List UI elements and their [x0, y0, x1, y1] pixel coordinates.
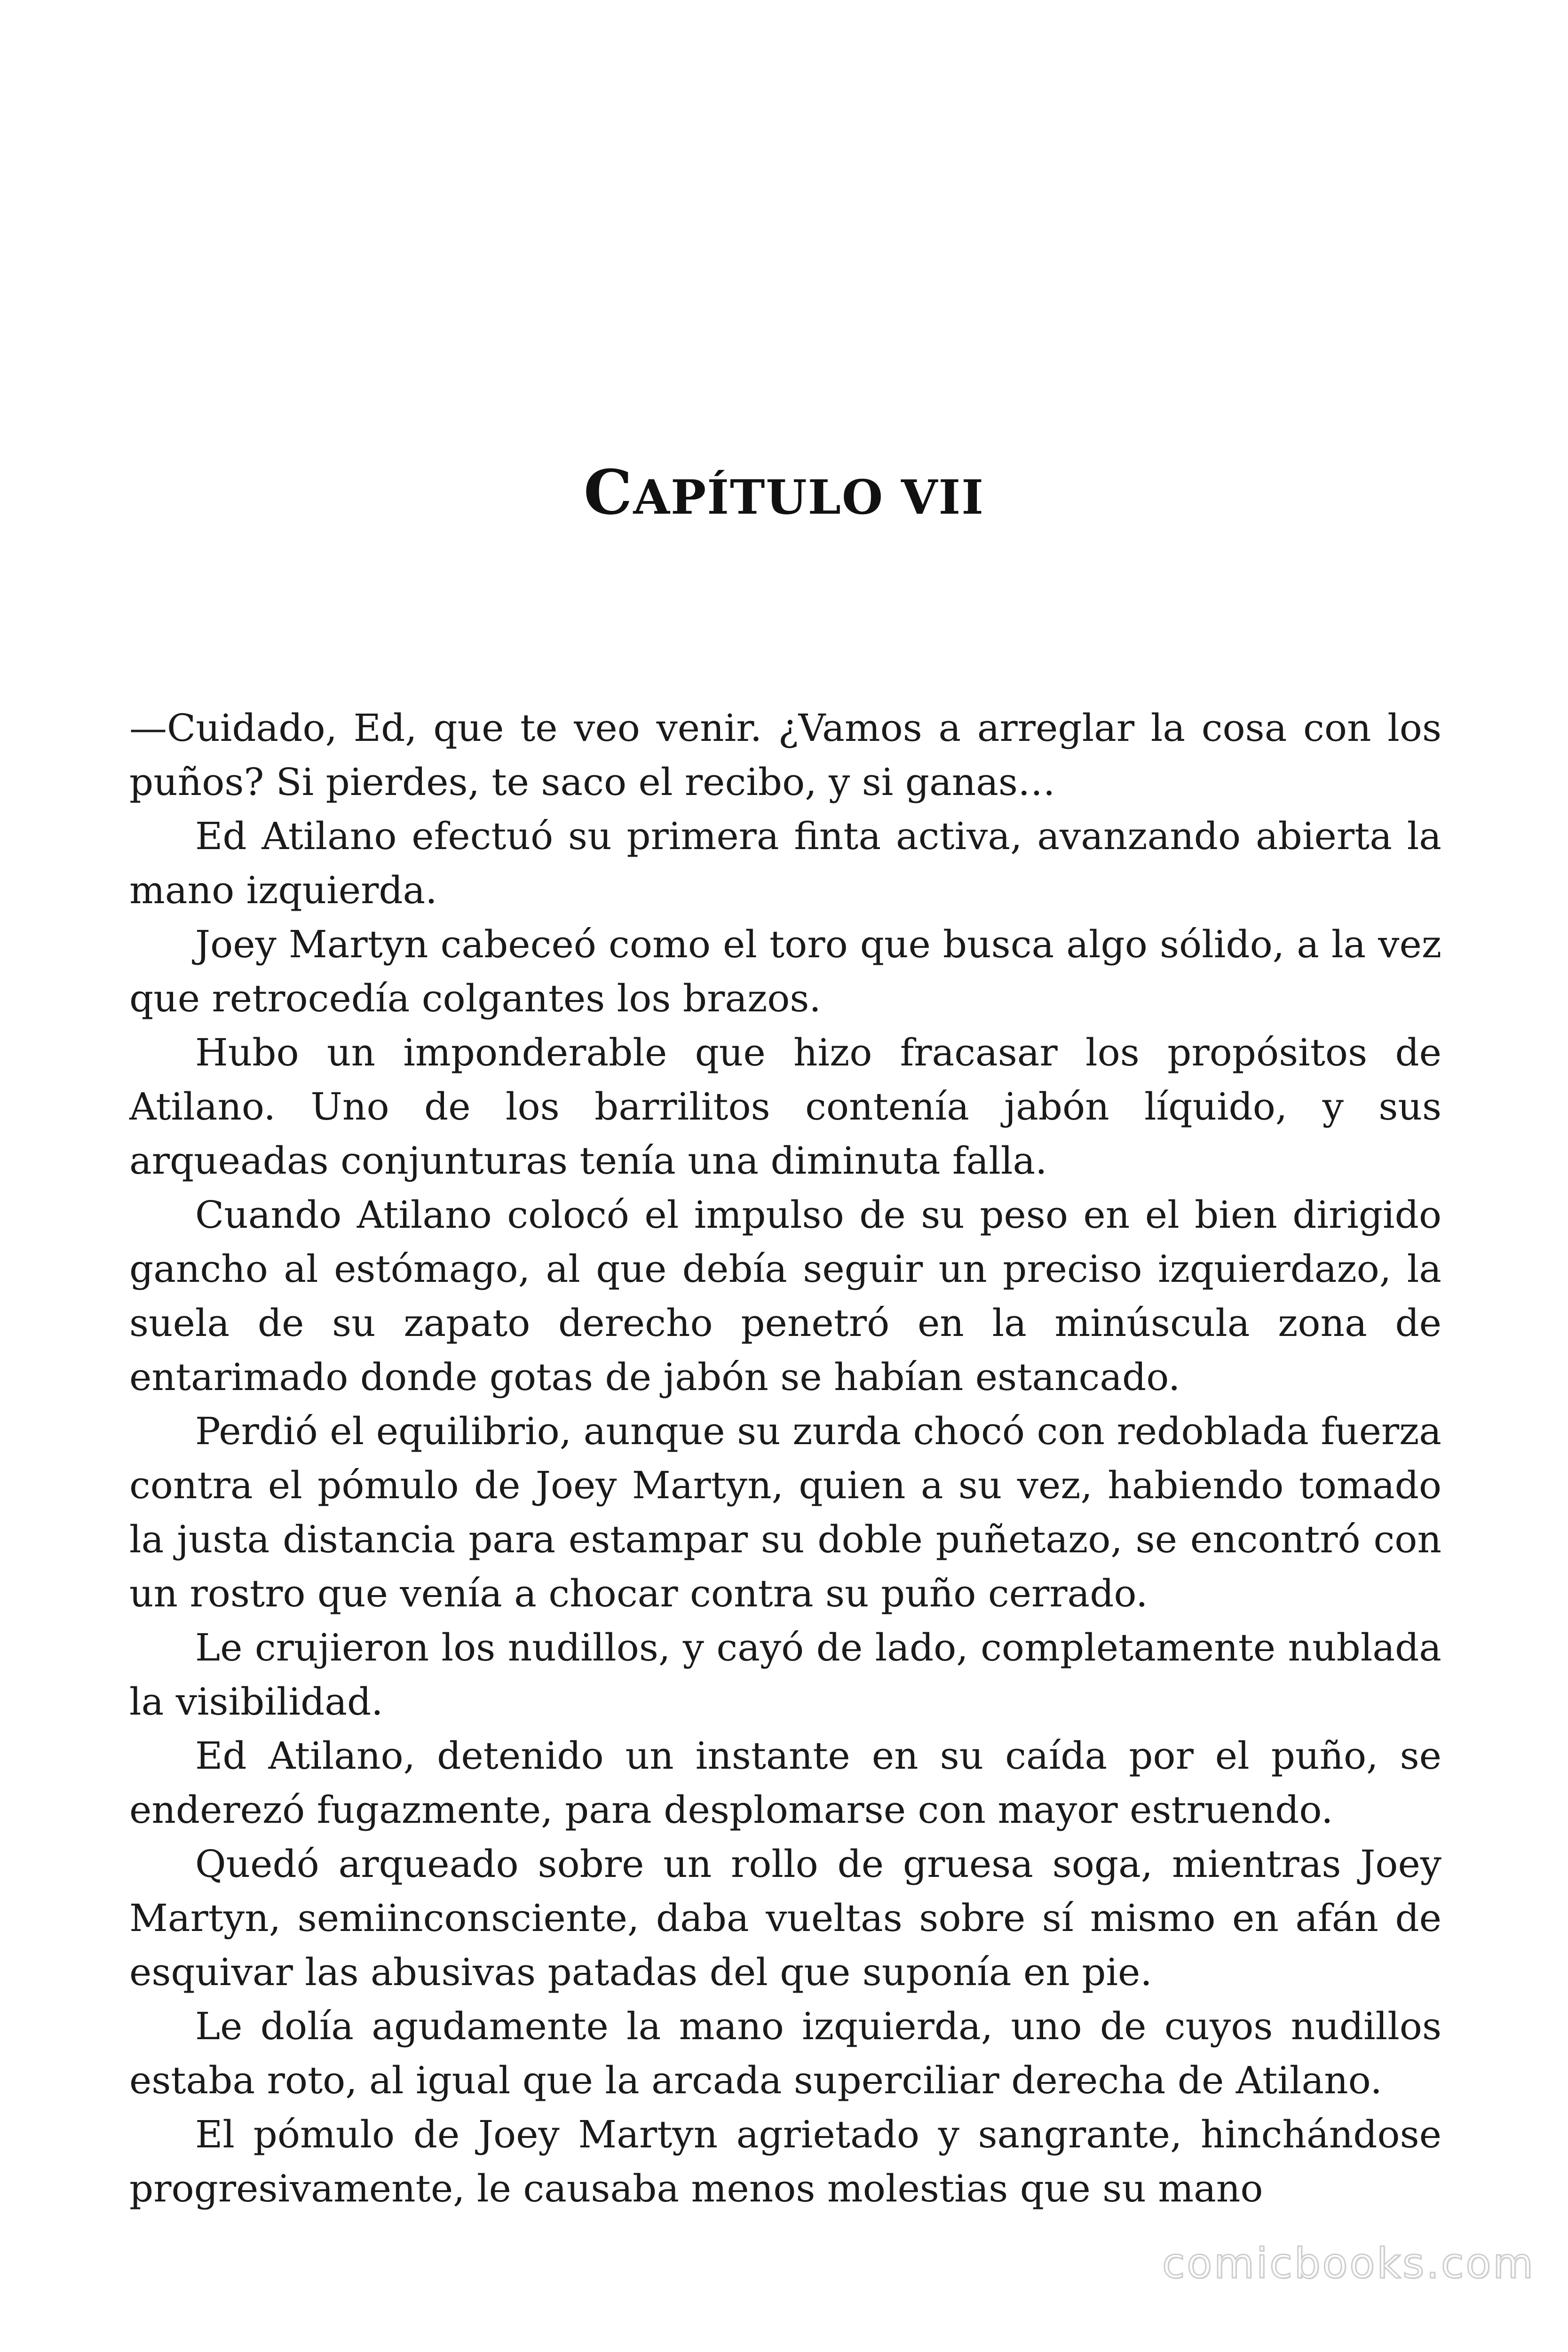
chapter-title-initial: C — [583, 456, 634, 528]
paragraph: Ed Atilano, detenido un instante en su caída por el puño, se enderezó fugazmente, para desplomarse con mayor estruendo. — [129, 1734, 1441, 1832]
paragraph: —Cuidado, Ed, que te veo venir. ¿Vamos a arreglar la cosa con los puños? Si pierdes, te saco el recibo, y si ganas… — [129, 706, 1441, 804]
chapter-body — [129, 701, 1441, 2216]
paragraph: Hubo un imponderable que hizo fracasar los propósitos de Atilano. Uno de los barrilitos contenía jabón líquido, y sus arqueadas conjunturas tenía una diminuta falla. — [129, 1031, 1441, 1183]
chapter-title-rest: APÍTULO VII — [633, 469, 985, 525]
paragraph: Quedó arqueado sobre un rollo de gruesa soga, mientras Joey Martyn, semiinconsciente, daba vueltas sobre sí mismo en afán de esquivar las abusivas patadas del que suponía en pie. — [129, 1842, 1441, 1994]
paragraph: Ed Atilano efectuó su primera finta activa, avanzando abierta la mano izquierda. — [129, 814, 1441, 912]
paragraph: Le dolía agudamente la mano izquierda, uno de cuyos nudillos estaba roto, al igual que la arcada superciliar derecha de Atilano. — [129, 2004, 1441, 2102]
paragraph: Le crujieron los nudillos, y cayó de lado, completamente nublada la visibilidad. — [129, 1626, 1441, 1724]
paragraph: Joey Martyn cabeceó como el toro que busca algo sólido, a la vez que retrocedía colgantes los brazos. — [129, 922, 1441, 1020]
watermark: comicbooks.com — [1162, 2239, 1535, 2288]
paragraph: Cuando Atilano colocó el impulso de su peso en el bien dirigido gancho al estómago, al que debía seguir un preciso izquierdazo, la suela de su zapato derecho penetró en la minúscula zona de entarimado donde gotas de jabón se habían estancado. — [129, 1193, 1441, 1399]
chapter-title — [0, 456, 1568, 528]
paragraph: El pómulo de Joey Martyn agrietado y sangrante, hinchándose progresivamente, le causaba menos molestias que su mano — [129, 2113, 1441, 2210]
paragraph: Perdió el equilibrio, aunque su zurda chocó con redoblada fuerza contra el pómulo de Joey Martyn, quien a su vez, habiendo tomado la justa distancia para estampar su doble puñetazo, se encontró con un rostro que venía a chocar contra su puño cerrado. — [129, 1409, 1441, 1615]
